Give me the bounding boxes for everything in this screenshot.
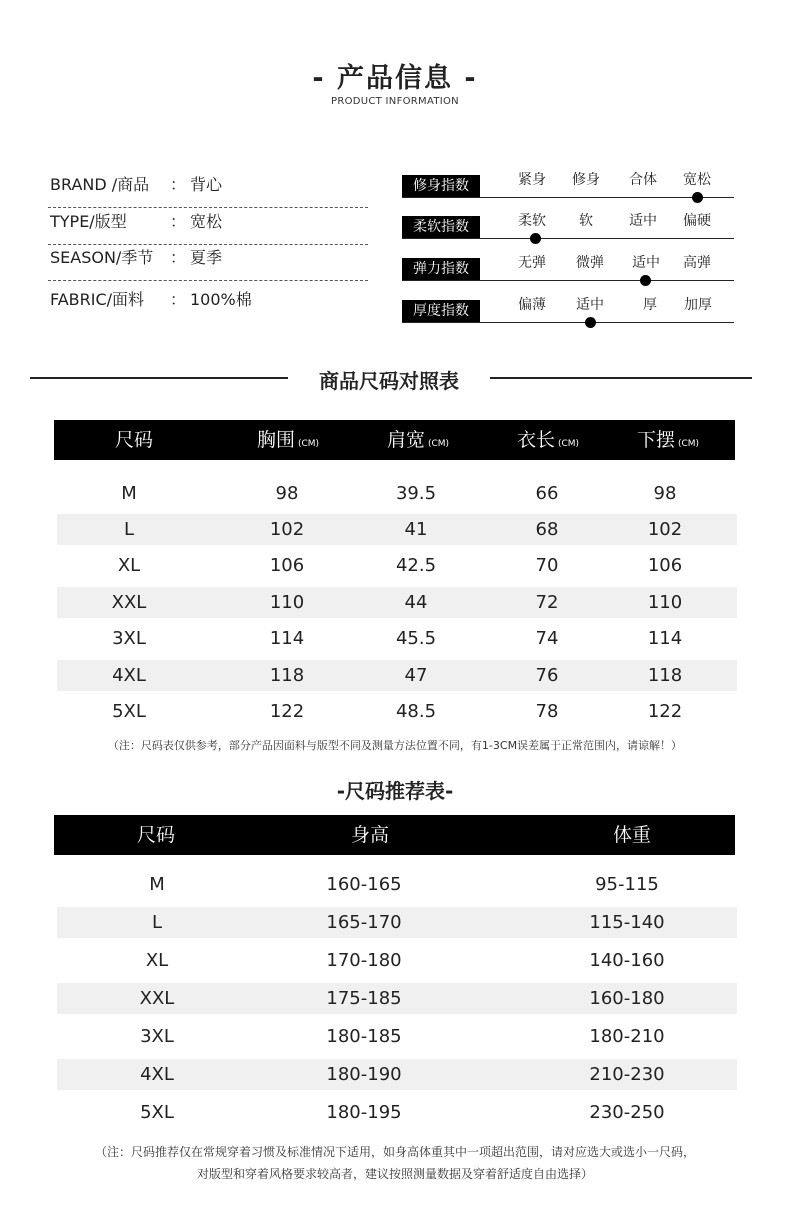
table-row [57, 1059, 737, 1090]
header-size: 尺码 [136, 824, 175, 846]
cell-hem: 122 [647, 701, 683, 722]
cell-weight: 95-115 [595, 874, 659, 895]
cell-size: L [151, 912, 163, 933]
cell-chest: 102 [269, 519, 305, 540]
cell-chest: 98 [275, 483, 299, 504]
cell-length: 66 [535, 483, 559, 504]
cell-chest: 110 [269, 592, 305, 613]
cell-height: 170-180 [326, 950, 402, 971]
table-row [57, 907, 737, 938]
cell-shoulder: 47 [404, 665, 428, 686]
cell-height: 180-195 [326, 1102, 402, 1123]
table-row [57, 1097, 737, 1128]
cell-shoulder: 45.5 [395, 628, 437, 649]
recommend-table-title: -尺码推荐表- [336, 779, 454, 803]
index-scale-line [402, 238, 734, 239]
info-colon: ： [170, 212, 187, 231]
info-row-brand [48, 172, 368, 208]
page-title: - 产品信息 - [312, 63, 478, 94]
cell-height: 175-185 [326, 988, 402, 1009]
cell-length: 76 [535, 665, 559, 686]
info-key: TYPE/版型 [50, 212, 127, 231]
header-length: 衣长 (CM) [516, 429, 580, 451]
cell-hem: 106 [647, 555, 683, 576]
index-option: 偏薄 [518, 297, 546, 313]
cell-length: 72 [535, 592, 559, 613]
index-option: 修身 [572, 172, 600, 188]
index-option: 合体 [629, 172, 657, 188]
cell-shoulder: 48.5 [395, 701, 437, 722]
header-shoulder: 肩宽 (CM) [386, 429, 450, 451]
cell-length: 68 [535, 519, 559, 540]
index-selected-dot [640, 275, 651, 286]
header-hem: 下摆 (CM) [636, 429, 700, 451]
index-label: 修身指数 [402, 175, 480, 197]
table-row [57, 478, 737, 509]
cell-weight: 115-140 [589, 912, 665, 933]
size-table-note: （注：尺码表仅供参考，部分产品因面料与版型不同及测量方法位置不同，有1-3CM误差属于正常范围内，请谅解！） [107, 739, 683, 752]
index-label: 弹力指数 [402, 258, 480, 280]
table-row [57, 587, 737, 618]
index-option: 厚 [643, 297, 657, 313]
table-row [57, 660, 737, 691]
cell-hem: 110 [647, 592, 683, 613]
index-selected-dot [692, 192, 703, 203]
info-row-fabric [48, 287, 368, 323]
index-option: 适中 [632, 255, 660, 271]
index-option: 柔软 [518, 213, 546, 229]
table-row [57, 514, 737, 545]
info-value: 100%棉 [190, 290, 252, 309]
header-height: 身高 [350, 824, 389, 846]
size-table-header [54, 420, 735, 460]
cell-size: XXL [139, 988, 175, 1009]
index-option: 微弹 [576, 255, 604, 271]
index-elasticity [402, 252, 734, 292]
index-option: 适中 [576, 297, 604, 313]
cell-height: 180-190 [326, 1064, 402, 1085]
index-scale-line [402, 280, 734, 281]
cell-weight: 140-160 [589, 950, 665, 971]
index-option: 高弹 [683, 255, 711, 271]
header-weight: 体重 [612, 824, 651, 846]
section-divider-right [490, 377, 752, 379]
cell-size: 4XL [112, 665, 146, 686]
index-fit [402, 169, 734, 209]
cell-size: XXL [111, 592, 147, 613]
info-row-season [48, 245, 368, 281]
cell-weight: 160-180 [589, 988, 665, 1009]
cell-weight: 180-210 [589, 1026, 665, 1047]
cell-size: M [121, 483, 137, 504]
table-row [57, 869, 737, 900]
cell-size: 5XL [140, 1102, 174, 1123]
cell-shoulder: 44 [404, 592, 428, 613]
cell-size: 3XL [140, 1026, 174, 1047]
table-row [57, 1021, 737, 1052]
index-option: 紧身 [518, 172, 546, 188]
header-chest: 胸围 (CM) [256, 429, 320, 451]
cell-height: 180-185 [326, 1026, 402, 1047]
cell-size: 5XL [112, 701, 146, 722]
cell-hem: 98 [653, 483, 677, 504]
index-scale-line [402, 322, 734, 323]
cell-weight: 230-250 [589, 1102, 665, 1123]
info-colon: ： [170, 175, 187, 194]
index-option: 加厚 [684, 297, 712, 313]
index-option: 偏硬 [683, 213, 711, 229]
info-colon: ： [170, 290, 187, 309]
index-label: 厚度指数 [402, 300, 480, 322]
info-key: FABRIC/面料 [50, 290, 145, 309]
info-colon: ： [170, 248, 187, 267]
cell-weight: 210-230 [589, 1064, 665, 1085]
cell-shoulder: 41 [404, 519, 428, 540]
cell-size: M [149, 874, 165, 895]
index-selected-dot [585, 317, 596, 328]
cell-length: 70 [535, 555, 559, 576]
info-key: BRAND /商品 [50, 175, 150, 194]
cell-chest: 118 [269, 665, 305, 686]
cell-hem: 102 [647, 519, 683, 540]
recommend-table-header [54, 815, 735, 855]
cell-size: L [123, 519, 135, 540]
index-scale-line [402, 197, 734, 198]
index-option: 软 [579, 213, 593, 229]
cell-shoulder: 39.5 [395, 483, 437, 504]
cell-size: XL [117, 555, 141, 576]
cell-size: 4XL [140, 1064, 174, 1085]
index-selected-dot [530, 233, 541, 244]
index-label: 柔软指数 [402, 216, 480, 238]
cell-height: 165-170 [326, 912, 402, 933]
page-subtitle: PRODUCT INFORMATION [331, 96, 459, 107]
cell-chest: 114 [269, 628, 305, 649]
index-thickness [402, 294, 734, 334]
cell-hem: 118 [647, 665, 683, 686]
info-value: 背心 [190, 175, 223, 194]
table-row [57, 983, 737, 1014]
recommend-note-line2: 对版型和穿着风格要求较高者，建议按照测量数据及穿着舒适度自由选择） [196, 1167, 593, 1181]
cell-shoulder: 42.5 [395, 555, 437, 576]
cell-height: 160-165 [326, 874, 402, 895]
info-key: SEASON/季节 [50, 248, 154, 267]
table-row [57, 623, 737, 654]
size-table-title: 商品尺码对照表 [319, 369, 459, 393]
info-value: 宽松 [190, 212, 223, 231]
cell-size: 3XL [112, 628, 146, 649]
cell-length: 78 [535, 701, 559, 722]
header-size: 尺码 [114, 429, 153, 451]
cell-chest: 122 [269, 701, 305, 722]
index-option: 无弹 [518, 255, 546, 271]
table-row [57, 550, 737, 581]
cell-hem: 114 [647, 628, 683, 649]
index-option: 适中 [629, 213, 657, 229]
index-option: 宽松 [683, 172, 711, 188]
recommend-note-line1: （注：尺码推荐仅在常规穿着习惯及标准情况下适用，如身高体重其中一项超出范围，请对应选大或选小一尺码， [94, 1145, 695, 1159]
cell-size: XL [145, 950, 169, 971]
cell-length: 74 [535, 628, 559, 649]
index-softness [402, 210, 734, 250]
table-row [57, 945, 737, 976]
section-divider-left [30, 377, 288, 379]
cell-chest: 106 [269, 555, 305, 576]
table-row [57, 696, 737, 727]
info-value: 夏季 [190, 248, 223, 267]
info-row-type [48, 209, 368, 245]
